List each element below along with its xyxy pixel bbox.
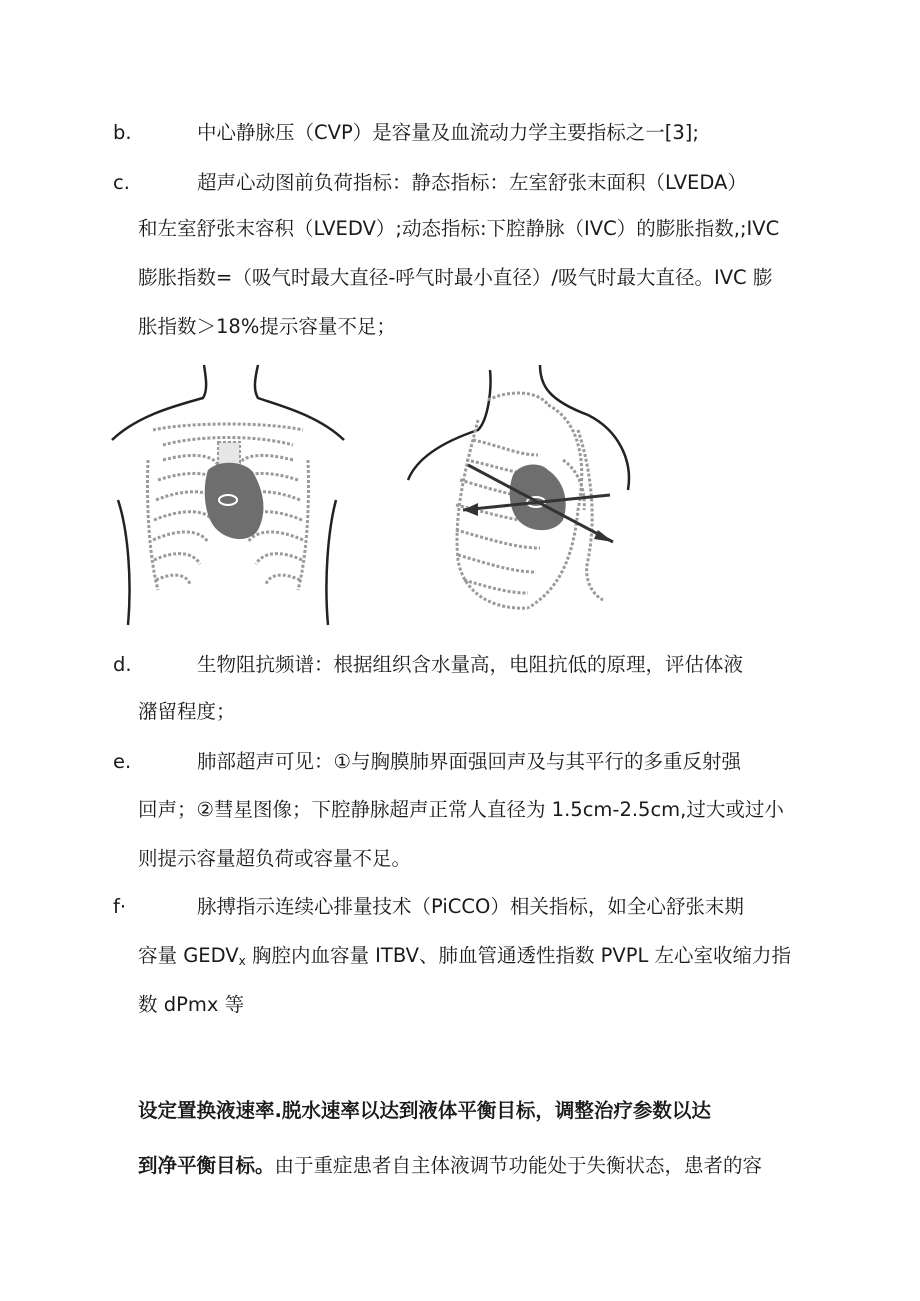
item-c-line-1: 超声心动图前负荷指标：静态指标：左室舒张末面积（LVEDA） xyxy=(197,171,747,194)
item-f-subscript: x xyxy=(238,954,246,968)
closing-heading: 设定置换液速率.脱水速率以达到液体平衡目标，调整治疗参数以达 xyxy=(138,1099,711,1122)
closing-bold-phrase: 到净平衡目标。 xyxy=(138,1154,275,1177)
item-e-line-3: 则提示容量超负荷或容量不足。 xyxy=(138,847,412,870)
item-c-line-4: 胀指数＞18%提示容量不足； xyxy=(138,315,396,338)
item-d-line-2: 潴留程度； xyxy=(138,700,236,723)
item-f-line-2 xyxy=(138,942,791,970)
item-c-marker: c. xyxy=(113,171,130,194)
item-f-line-3: 数 dPmx 等 xyxy=(138,993,245,1016)
chest-ultrasound-figure xyxy=(108,360,798,630)
closing-line-2-rest: 由于重症患者自主体液调节功能处于失衡状态，患者的容 xyxy=(274,1154,763,1177)
item-e-line-2: 回声；②彗星图像；下腔静脉超声正常人直径为 1.5cm-2.5cm,过大或过小 xyxy=(138,798,784,821)
item-f-line-2-rest: 胸腔内血容量 ITBV、肺血管通透性指数 PVPL 左心室收缩力指 xyxy=(245,944,792,967)
item-f-marker: f· xyxy=(113,895,127,918)
item-f-line-2-start: 容量 GEDV xyxy=(138,944,239,967)
item-f-line-1: 脉搏指示连续心排量技术（PiCCO）相关指标，如全心舒张末期 xyxy=(197,895,744,918)
item-e-marker: e. xyxy=(113,750,132,773)
item-d-marker: d. xyxy=(113,653,132,676)
item-c-line-3: 膨胀指数=（吸气时最大直径-呼气时最小直径）/吸气时最大直径。IVC 膨 xyxy=(138,266,773,289)
item-d-line-1: 生物阻抗频谱：根据组织含水量高，电阻抗低的原理，评估体液 xyxy=(197,653,744,676)
closing-line-2 xyxy=(138,1152,762,1180)
item-b-text: 中心静脉压（CVP）是容量及血流动力学主要指标之一[3]; xyxy=(197,121,699,144)
item-c-line-2: 和左室舒张末容积（LVEDV）;动态指标:下腔静脉（IVC）的膨胀指数,;IVC xyxy=(138,217,780,240)
frontal-chest-diagram xyxy=(112,365,344,625)
oblique-chest-diagram xyxy=(408,365,629,608)
item-b-marker: b. xyxy=(113,121,132,144)
item-e-line-1: 肺部超声可见：①与胸膜肺界面强回声及与其平行的多重反射强 xyxy=(197,750,741,773)
